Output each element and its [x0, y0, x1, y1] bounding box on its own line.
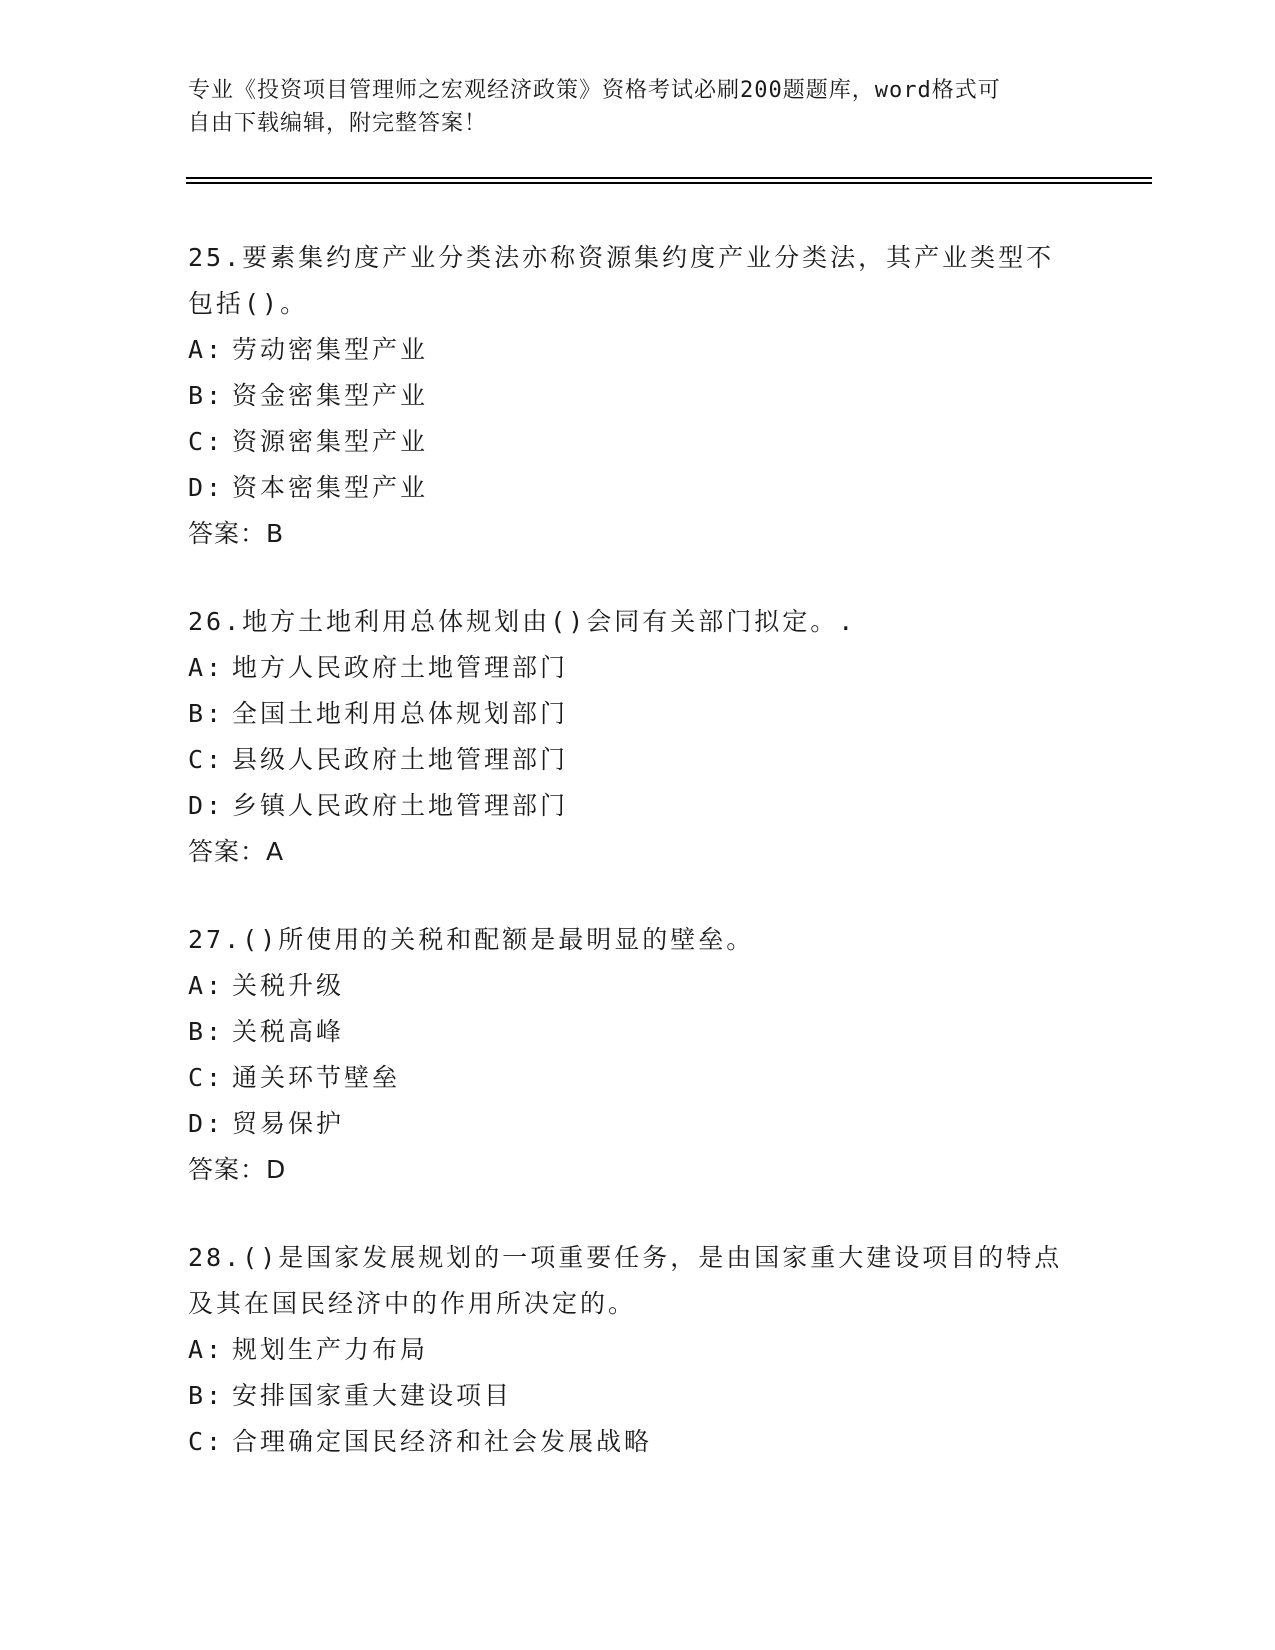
- question-list: [188, 235, 1088, 1507]
- option-letter: A:: [188, 1335, 225, 1364]
- header-divider-top: [186, 177, 1152, 179]
- option-text: 贸易保护: [232, 1109, 345, 1138]
- option-letter: A:: [188, 335, 225, 364]
- answer: 答案：B: [188, 519, 285, 548]
- option-text: 县级人民政府土地管理部门: [232, 745, 569, 774]
- header-line-1: 专业《投资项目管理师之宏观经济政策》资格考试必刷200题题库，word格式可: [188, 78, 1001, 103]
- question-25: [188, 235, 1088, 557]
- option-letter: B:: [188, 699, 225, 728]
- option-a: [188, 1327, 1088, 1373]
- option-text: 安排国家重大建设项目: [232, 1381, 513, 1410]
- question-text: [188, 235, 1088, 327]
- option-text: 劳动密集型产业: [232, 335, 429, 364]
- option-letter: D:: [188, 473, 225, 502]
- option-text: 通关环节壁垒: [232, 1063, 401, 1092]
- option-c: [188, 1419, 1088, 1465]
- question-27: [188, 917, 1088, 1193]
- option-b: [188, 1373, 1088, 1419]
- option-letter: A:: [188, 971, 225, 1000]
- option-text: 乡镇人民政府土地管理部门: [232, 791, 569, 820]
- answer: 答案：A: [188, 837, 285, 866]
- option-text: 关税高峰: [232, 1017, 345, 1046]
- question-text-line-2: 包括()。: [188, 289, 309, 318]
- option-d: [188, 783, 1088, 829]
- option-c: [188, 1055, 1088, 1101]
- option-text: 资金密集型产业: [232, 381, 429, 410]
- option-d: [188, 1101, 1088, 1147]
- question-text-line-2: 及其在国民经济中的作用所决定的。: [188, 1289, 637, 1318]
- option-letter: A:: [188, 653, 225, 682]
- option-letter: C:: [188, 1427, 225, 1456]
- option-text: 地方人民政府土地管理部门: [232, 653, 569, 682]
- option-text: 关税升级: [232, 971, 345, 1000]
- option-letter: B:: [188, 1017, 225, 1046]
- option-text: 资源密集型产业: [232, 427, 429, 456]
- question-text: [188, 917, 1088, 963]
- option-letter: C:: [188, 745, 225, 774]
- option-letter: C:: [188, 1063, 225, 1092]
- option-b: [188, 1009, 1088, 1055]
- header-divider-bottom: [186, 182, 1152, 184]
- question-text-line-1: 28.()是国家发展规划的一项重要任务，是由国家重大建设项目的特点: [188, 1243, 1063, 1272]
- question-text: [188, 1235, 1088, 1327]
- option-a: [188, 963, 1088, 1009]
- question-text-line-1: 26.地方土地利用总体规划由()会同有关部门拟定。.: [188, 607, 857, 636]
- question-text-line-1: 27.()所使用的关税和配额是最明显的壁垒。: [188, 925, 755, 954]
- question-text-line-1: 25.要素集约度产业分类法亦称资源集约度产业分类法，其产业类型不: [188, 243, 1055, 272]
- option-letter: D:: [188, 1109, 225, 1138]
- option-b: [188, 373, 1088, 419]
- option-text: 全国土地利用总体规划部门: [232, 699, 569, 728]
- option-a: [188, 645, 1088, 691]
- question-28: [188, 1235, 1088, 1465]
- option-c: [188, 737, 1088, 783]
- answer: 答案：D: [188, 1155, 287, 1184]
- option-text: 规划生产力布局: [232, 1335, 429, 1364]
- option-letter: B:: [188, 1381, 225, 1410]
- option-d: [188, 465, 1088, 511]
- question-26: [188, 599, 1088, 875]
- option-a: [188, 327, 1088, 373]
- option-text: 资本密集型产业: [232, 473, 429, 502]
- option-c: [188, 419, 1088, 465]
- option-letter: C:: [188, 427, 225, 456]
- option-letter: B:: [188, 381, 225, 410]
- document-header: [188, 74, 1068, 140]
- question-text: [188, 599, 1088, 645]
- option-letter: D:: [188, 791, 225, 820]
- header-line-2: 自由下载编辑，附完整答案！: [188, 111, 488, 136]
- option-text: 合理确定国民经济和社会发展战略: [232, 1427, 653, 1456]
- option-b: [188, 691, 1088, 737]
